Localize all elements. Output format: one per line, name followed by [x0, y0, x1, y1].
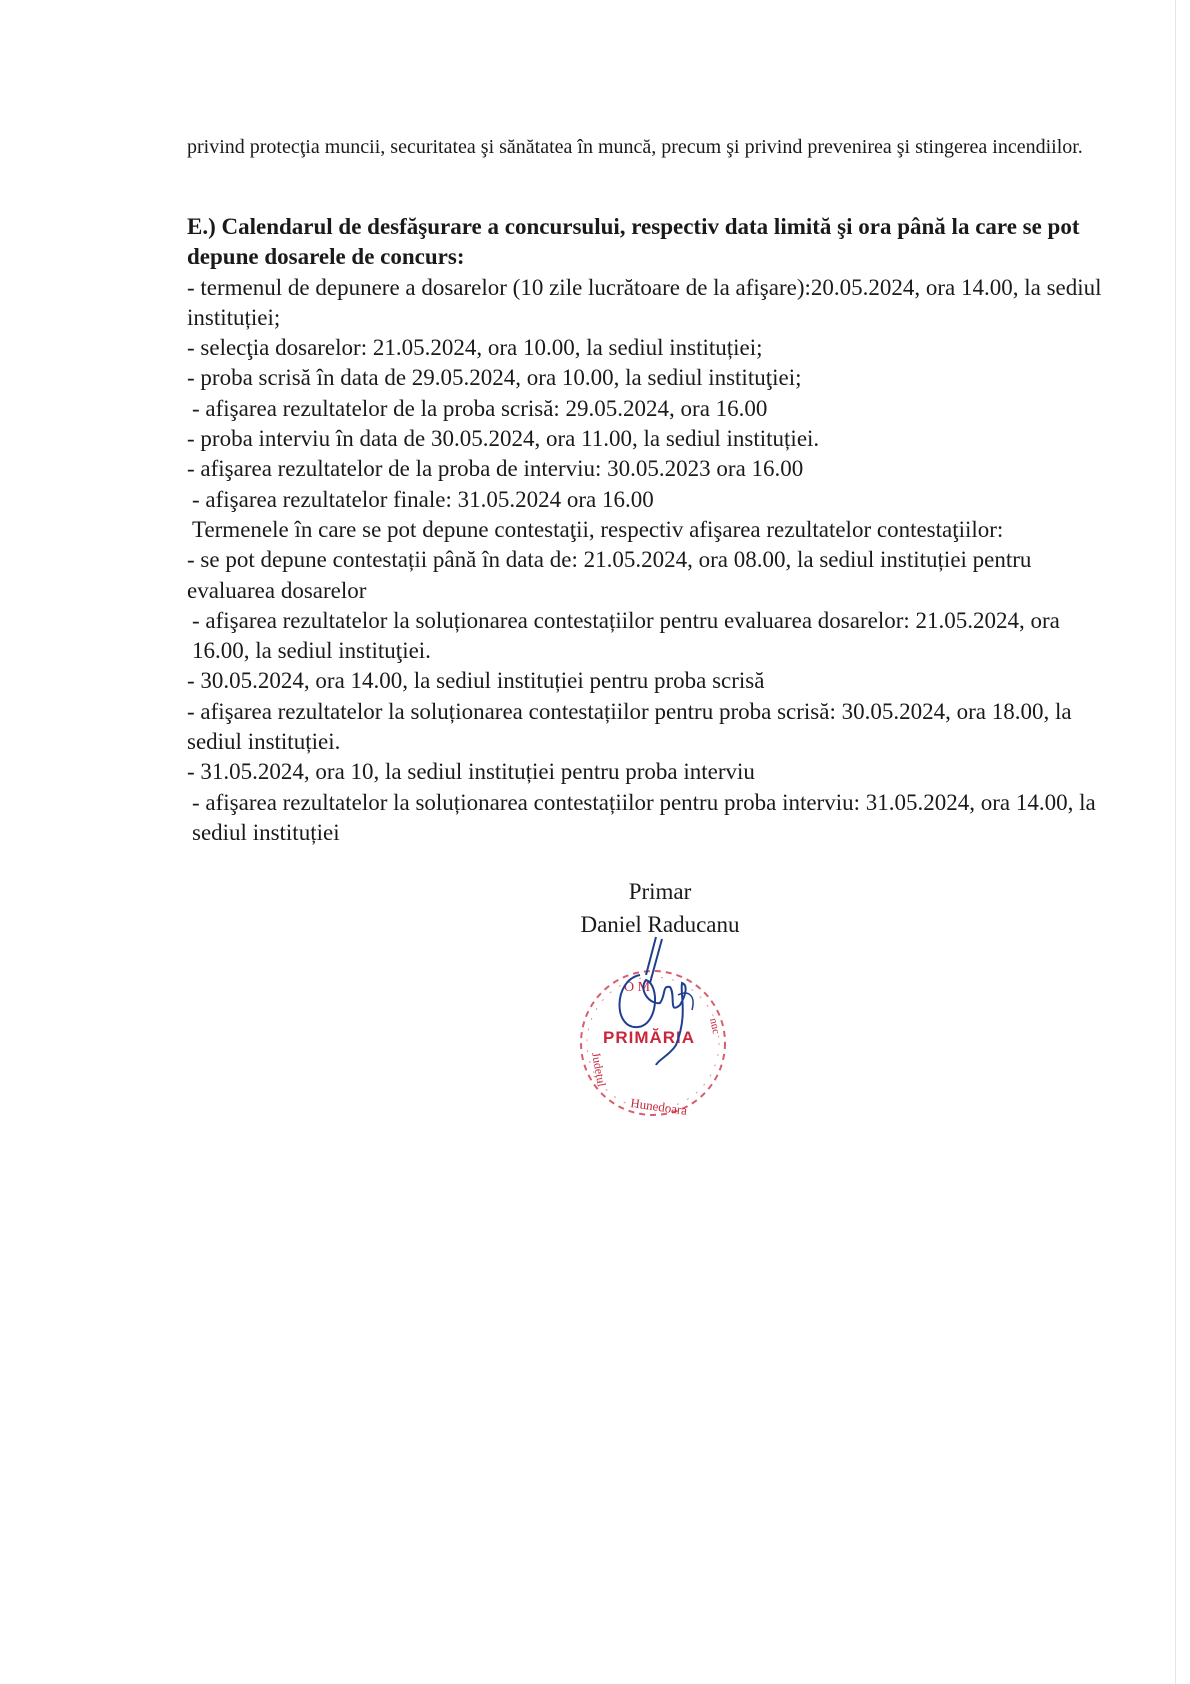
signature-stroke-top — [646, 937, 662, 983]
signature-stroke-tail — [678, 993, 693, 1010]
contest-line-interview-results: - afişarea rezultatelor la soluționarea contestațiilor pentru proba interviu: 31.05.2024, ora 14.00, la sediul instituției — [192, 789, 1096, 845]
stamp-ring-text-top: O M — [624, 980, 651, 995]
calendar-line-written-results: - afişarea rezultatelor de la proba scrisă: 29.05.2024, ora 16.00 — [192, 395, 768, 421]
intro-paragraph: privind protecţia muncii, securitatea şi sănătatea în muncă, precum şi privind prevenirea şi stingerea incendiilor. — [187, 136, 1083, 158]
stamp-ring-text-bottom: Hunedoara — [629, 1095, 689, 1118]
stamp-ring-text-right: nuc — [707, 1017, 723, 1036]
stamp-ring-text-left: Județul — [589, 1051, 609, 1088]
calendar-section — [187, 212, 1112, 848]
contest-line-written-deadline: - 30.05.2024, ora 14.00, la sediul instituției pentru proba scrisă — [187, 668, 765, 694]
contest-deadlines-intro: Termenele în care se pot depune contestaţii, respectiv afişarea rezultatelor contestaţiilor: — [192, 516, 1004, 542]
calendar-line-selection: - selecţia dosarelor: 21.05.2024, ora 10.00, la sediul instituției; — [187, 335, 763, 361]
contest-line-dossier-deadline: - se pot depune contestații până în data de: 21.05.2024, ora 08.00, la sediul instituției pentru evaluarea dosarelor — [187, 547, 1032, 603]
scan-edge-line — [1175, 0, 1176, 1684]
calendar-line-interview: - proba interviu în data de 30.05.2024, ora 11.00, la sediul instituției. — [187, 426, 820, 452]
official-stamp — [558, 935, 748, 1135]
calendar-line-deposit: - termenul de depunere a dosarelor (10 zile lucrătoare de la afişare):20.05.2024, ora 14.00, la sediul instituției; — [187, 274, 1102, 330]
contest-line-written-results: - afişarea rezultatelor la soluționarea contestațiilor pentru proba scrisă: 30.05.2024, ora 18.00, la sediul instituției. — [187, 698, 1072, 755]
calendar-line-final-results: - afişarea rezultatelor finale: 31.05.2024 ora 16.00 — [192, 486, 654, 512]
stamp-center-text: PRIMĂRIA — [603, 1028, 696, 1047]
calendar-line-written-test: - proba scrisă în data de 29.05.2024, ora 10.00, la sediul instituţiei; — [187, 365, 802, 391]
contest-line-interview-deadline: - 31.05.2024, ora 10, la sediul instituției pentru proba interviu — [187, 759, 755, 785]
signatory-title: Primar — [628, 879, 692, 904]
signatory-name: Daniel Raducanu — [580, 912, 740, 937]
section-heading: E.) Calendarul de desfăşurare a concursului, respectiv data limită şi ora până la care se pot depune dosarele de concurs: — [187, 214, 1080, 270]
signature-block — [540, 875, 780, 941]
calendar-line-interview-results: - afişarea rezultatelor de la proba de interviu: 30.05.2023 ora 16.00 — [187, 456, 804, 482]
contest-line-dossier-results: - afişarea rezultatelor la soluționarea contestațiilor pentru evaluarea dosarelor: 21.05.2024, ora 16.00, la sediul instituţiei. — [192, 607, 1060, 664]
